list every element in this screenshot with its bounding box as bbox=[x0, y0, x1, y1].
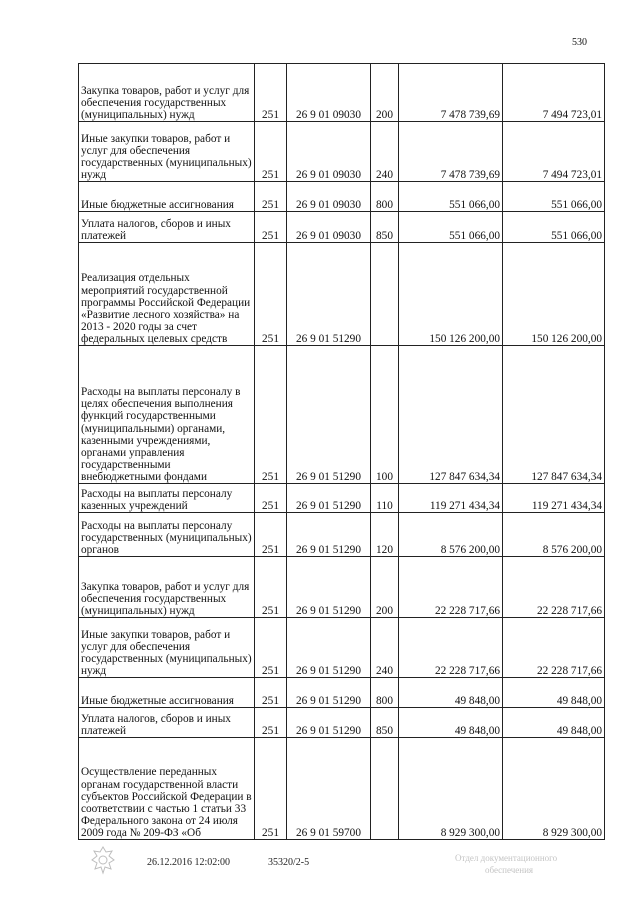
table-row bbox=[79, 738, 605, 840]
row-amount-2017: 127 847 634,34 bbox=[399, 346, 503, 484]
row-ved-code: 251 bbox=[255, 708, 287, 738]
row-csr-code: 26 9 01 09030 bbox=[287, 122, 371, 182]
row-name: Иные бюджетные ассигнования bbox=[79, 182, 255, 212]
row-name: Расходы на выплаты персоналу в целях обеспечения выполнения функций государственными (муниципальными) органами, казенными учреждениями, органами управления государственными внебюджетными фондами bbox=[79, 346, 255, 484]
row-ved-code: 251 bbox=[255, 122, 287, 182]
row-amount-2017: 8 576 200,00 bbox=[399, 513, 503, 557]
table-row bbox=[79, 708, 605, 738]
row-csr-code: 26 9 01 51290 bbox=[287, 708, 371, 738]
row-amount-2017: 119 271 434,34 bbox=[399, 484, 503, 513]
row-csr-code: 26 9 01 09030 bbox=[287, 64, 371, 122]
budget-table bbox=[78, 63, 605, 840]
table-row bbox=[79, 484, 605, 513]
table-row bbox=[79, 212, 605, 243]
row-amount-2018: 551 066,00 bbox=[503, 182, 605, 212]
row-csr-code: 26 9 01 51290 bbox=[287, 484, 371, 513]
budget-table-body bbox=[79, 64, 605, 840]
footer-stamp-line1: Отдел документационного bbox=[455, 853, 558, 863]
row-amount-2017: 22 228 717,66 bbox=[399, 557, 503, 618]
footer-datetime: 26.12.2016 12:02:00 bbox=[147, 857, 231, 868]
footer-stamp-line2: обеспечения bbox=[485, 865, 534, 875]
row-name: Уплата налогов, сборов и иных платежей bbox=[79, 708, 255, 738]
row-vr-code: 110 bbox=[371, 484, 399, 513]
row-name: Расходы на выплаты персоналу государственных (муниципальных) органов bbox=[79, 513, 255, 557]
table-row bbox=[79, 122, 605, 182]
row-name: Осуществление переданных органам государственной власти субъектов Российской Федерации в соответствии с частью 1 статьи 33 Федерального закона от 24 июля 2009 года № 209-ФЗ «Об bbox=[79, 738, 255, 840]
row-csr-code: 26 9 01 51290 bbox=[287, 678, 371, 708]
row-amount-2018: 49 848,00 bbox=[503, 708, 605, 738]
row-csr-code: 26 9 01 09030 bbox=[287, 182, 371, 212]
row-vr-code bbox=[371, 738, 399, 840]
table-row bbox=[79, 513, 605, 557]
row-ved-code: 251 bbox=[255, 346, 287, 484]
row-amount-2017: 49 848,00 bbox=[399, 708, 503, 738]
row-ved-code: 251 bbox=[255, 212, 287, 243]
row-amount-2018: 551 066,00 bbox=[503, 212, 605, 243]
row-vr-code: 240 bbox=[371, 618, 399, 678]
row-amount-2017: 7 478 739,69 bbox=[399, 64, 503, 122]
row-vr-code bbox=[371, 243, 399, 346]
row-name: Иные закупки товаров, работ и услуг для обеспечения государственных (муниципальных) нужд bbox=[79, 618, 255, 678]
table-row bbox=[79, 64, 605, 122]
row-amount-2018: 8 929 300,00 bbox=[503, 738, 605, 840]
row-ved-code: 251 bbox=[255, 618, 287, 678]
row-csr-code: 26 9 01 51290 bbox=[287, 513, 371, 557]
row-csr-code: 26 9 01 51290 bbox=[287, 346, 371, 484]
row-name: Закупка товаров, работ и услуг для обеспечения государственных (муниципальных) нужд bbox=[79, 557, 255, 618]
row-vr-code: 800 bbox=[371, 678, 399, 708]
row-vr-code: 200 bbox=[371, 557, 399, 618]
row-amount-2018: 150 126 200,00 bbox=[503, 243, 605, 346]
table-row bbox=[79, 618, 605, 678]
row-ved-code: 251 bbox=[255, 513, 287, 557]
row-amount-2017: 8 929 300,00 bbox=[399, 738, 503, 840]
row-vr-code: 850 bbox=[371, 212, 399, 243]
row-amount-2018: 8 576 200,00 bbox=[503, 513, 605, 557]
row-ved-code: 251 bbox=[255, 484, 287, 513]
table-row bbox=[79, 243, 605, 346]
row-vr-code: 800 bbox=[371, 182, 399, 212]
table-row bbox=[79, 346, 605, 484]
row-csr-code: 26 9 01 51290 bbox=[287, 243, 371, 346]
row-csr-code: 26 9 01 51290 bbox=[287, 618, 371, 678]
row-amount-2017: 150 126 200,00 bbox=[399, 243, 503, 346]
emblem-icon bbox=[90, 845, 116, 875]
row-name: Реализация отдельных мероприятий государственной программы Российской Федерации «Развитие лесного хозяйства» на 2013 - 2020 годы за счет федеральных целевых средств bbox=[79, 243, 255, 346]
row-name: Закупка товаров, работ и услуг для обеспечения государственных (муниципальных) нужд bbox=[79, 64, 255, 122]
row-amount-2017: 551 066,00 bbox=[399, 212, 503, 243]
row-amount-2018: 7 494 723,01 bbox=[503, 122, 605, 182]
row-amount-2018: 7 494 723,01 bbox=[503, 64, 605, 122]
row-vr-code: 120 bbox=[371, 513, 399, 557]
row-vr-code: 850 bbox=[371, 708, 399, 738]
footer-stamp bbox=[455, 852, 557, 876]
row-csr-code: 26 9 01 09030 bbox=[287, 212, 371, 243]
row-ved-code: 251 bbox=[255, 738, 287, 840]
row-amount-2018: 127 847 634,34 bbox=[503, 346, 605, 484]
row-amount-2018: 49 848,00 bbox=[503, 678, 605, 708]
row-amount-2018: 22 228 717,66 bbox=[503, 557, 605, 618]
row-amount-2018: 22 228 717,66 bbox=[503, 618, 605, 678]
row-name: Иные бюджетные ассигнования bbox=[79, 678, 255, 708]
row-csr-code: 26 9 01 51290 bbox=[287, 557, 371, 618]
row-amount-2017: 49 848,00 bbox=[399, 678, 503, 708]
table-row bbox=[79, 557, 605, 618]
row-amount-2017: 7 478 739,69 bbox=[399, 122, 503, 182]
row-amount-2017: 551 066,00 bbox=[399, 182, 503, 212]
row-ved-code: 251 bbox=[255, 182, 287, 212]
row-name: Уплата налогов, сборов и иных платежей bbox=[79, 212, 255, 243]
table-row bbox=[79, 678, 605, 708]
table-row bbox=[79, 182, 605, 212]
row-vr-code: 240 bbox=[371, 122, 399, 182]
row-ved-code: 251 bbox=[255, 557, 287, 618]
footer-doc-code: 35320/2-5 bbox=[268, 857, 310, 868]
page-number: 530 bbox=[572, 37, 587, 48]
row-name: Расходы на выплаты персоналу казенных учреждений bbox=[79, 484, 255, 513]
row-ved-code: 251 bbox=[255, 64, 287, 122]
row-ved-code: 251 bbox=[255, 678, 287, 708]
row-amount-2018: 119 271 434,34 bbox=[503, 484, 605, 513]
row-ved-code: 251 bbox=[255, 243, 287, 346]
row-vr-code: 100 bbox=[371, 346, 399, 484]
row-csr-code: 26 9 01 59700 bbox=[287, 738, 371, 840]
row-amount-2017: 22 228 717,66 bbox=[399, 618, 503, 678]
row-name: Иные закупки товаров, работ и услуг для обеспечения государственных (муниципальных) нужд bbox=[79, 122, 255, 182]
row-vr-code: 200 bbox=[371, 64, 399, 122]
